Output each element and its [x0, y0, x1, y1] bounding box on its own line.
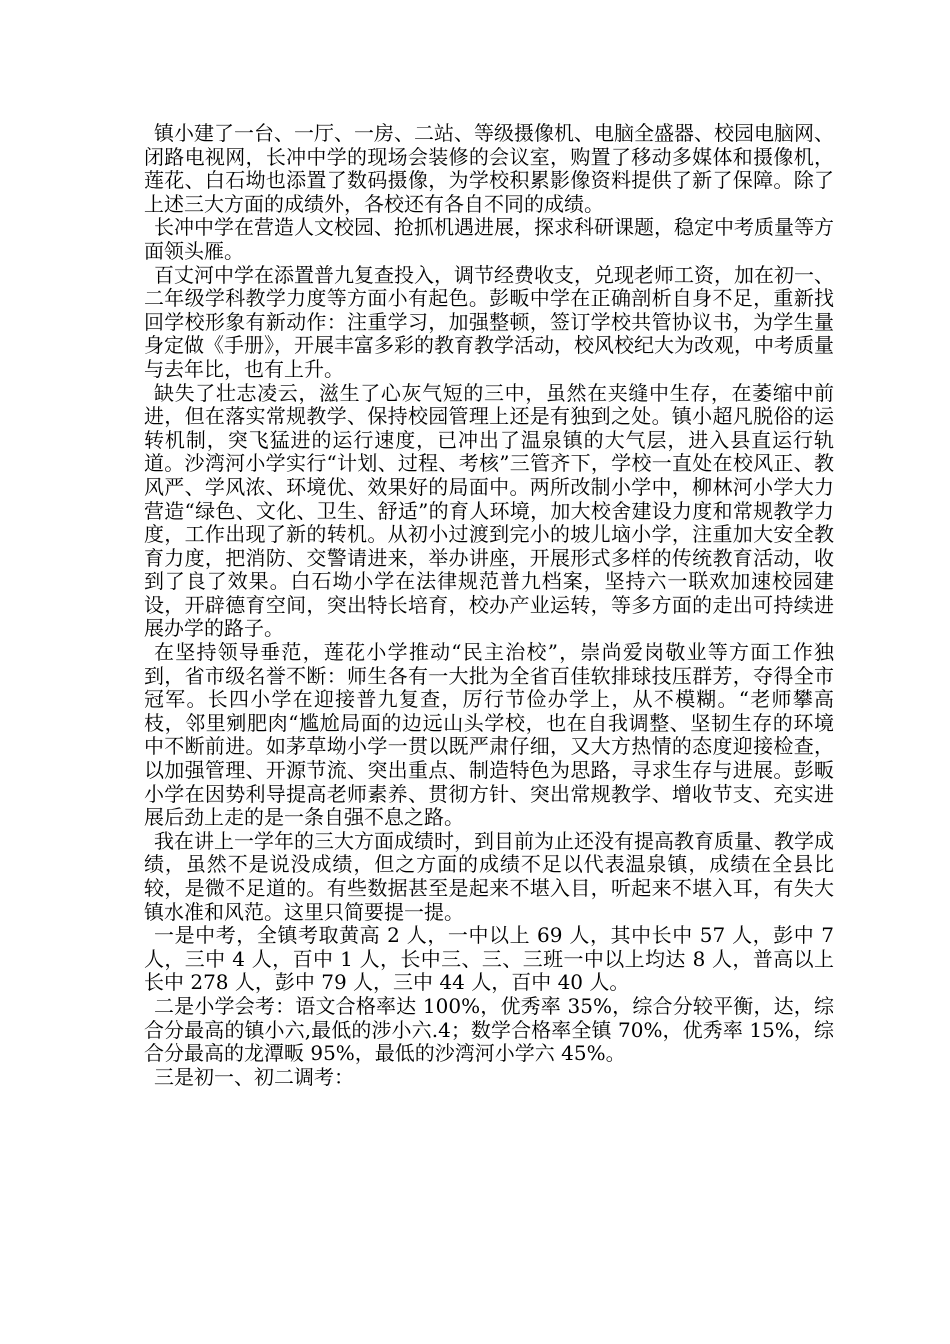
paragraph-7: 一是中考，全镇考取黄高 2 人，一中以上 69 人，其中长中 57 人，彭中 7 人，三中 4 人，百中 1 人，长中三、三、三班一中以上均达 8 人，普高以上长中 278 人，彭中 79 人，三中 44 人，百中 40 人。 — [144, 923, 834, 995]
document-page — [144, 122, 834, 1089]
paragraph-1: 镇小建了一台、一厅、一房、二站、等级摄像机、电脑全盛器、校园电脑网、闭路电视网，长冲中学的现场会装修的会议室，购置了移动多媒体和摄像机，莲花、白石坳也添置了数码摄像，为学校积累影像资料提供了新了保障。除了上述三大方面的成绩外，各校还有各自不同的成绩。 — [144, 121, 834, 216]
paragraph-5: 在坚持领导垂范，莲花小学推动“民主治校”，崇尚爱岗敬业等方面工作独到，省市级名誉不断：师生各有一大批为全省百佳软排球技压群芳，夺得全市冠军。长四小学在迎接普九复查，厉行节俭办学上，从不模糊。“老师攀高枝，邻里剜肥肉“尴尬局面的边远山头学校，也在自我调整、坚韧生存的环境中不断前进。如茅草坳小学一贯以既严肃仔细，又大方热情的态度迎接检查，以加强管理、开源节流、突出重点、制造特色为思路，寻求生存与进展。彭畈小学在因势利导提高老师素养、贯彻方针、突出常规教学、增收节支、充实进展后劲上走的是一条自强不息之路。 — [144, 640, 834, 830]
paragraph-2: 长冲中学在营造人文校园、抢抓机遇进展，探求科研课题，稳定中考质量等方面领头雁。 — [144, 215, 834, 263]
paragraph-9: 三是初一、初二调考： — [154, 1064, 354, 1089]
paragraph-6: 我在讲上一学年的三大方面成绩时，到目前为止还没有提高教育质量、教学成绩，虽然不是说没成绩，但之方面的成绩不足以代表温泉镇，成绩在全县比较，是微不足道的。有些数据甚至是起来不堪入目，听起来不堪入耳，有失大镇水准和风范。这里只简要提一提。 — [144, 828, 834, 924]
paragraph-3: 百丈河中学在添置普九复查投入，调节经费收支，兑现老师工资，加在初一、二年级学科教学力度等方面小有起色。彭畈中学在正确剖析自身不足，重新找回学校形象有新动作：注重学习，加强整顿，签订学校共管协议书，为学生量身定做《手册》，开展丰富多彩的教育教学活动，校风校纪大为改观，中考质量与去年比，也有上升。 — [144, 262, 834, 381]
paragraph-4: 缺失了壮志凌云，滋生了心灰气短的三中，虽然在夹缝中生存，在萎缩中前进，但在落实常规教学、保持校园管理上还是有独到之处。镇小超凡脱俗的运转机制，突飞猛进的运行速度，已冲出了温泉镇的大气层，进入县直运行轨道。沙湾河小学实行“计划、过程、考核”三管齐下，学校一直处在校风正、教风严、学风浓、环境优、效果好的局面中。两所改制小学中，柳林河小学大力营造“绿色、文化、卫生、舒适”的育人环境，加大校舍建设力度和常规教学力度，工作出现了新的转机。从初小过渡到完小的坡儿垴小学，注重加大安全教育力度，把消防、交警请进来，举办讲座，开展形式多样的传统教育活动，收到了良了效果。白石坳小学在法律规范普九档案，坚持六一联欢加速校园建设，开辟德育空间，突出特长培育，校办产业运转，等多方面的走出可持续进展办学的路子。 — [144, 380, 834, 641]
paragraph-8: 二是小学会考：语文合格率达 100%，优秀率 35%，综合分较平衡，达，综合分最高的镇小六,最低的涉小六.4；数学合格率全镇 70%，优秀率 15%，综合分最高的龙潭畈 95%，最低的沙湾河小学六 45%。 — [144, 993, 834, 1066]
